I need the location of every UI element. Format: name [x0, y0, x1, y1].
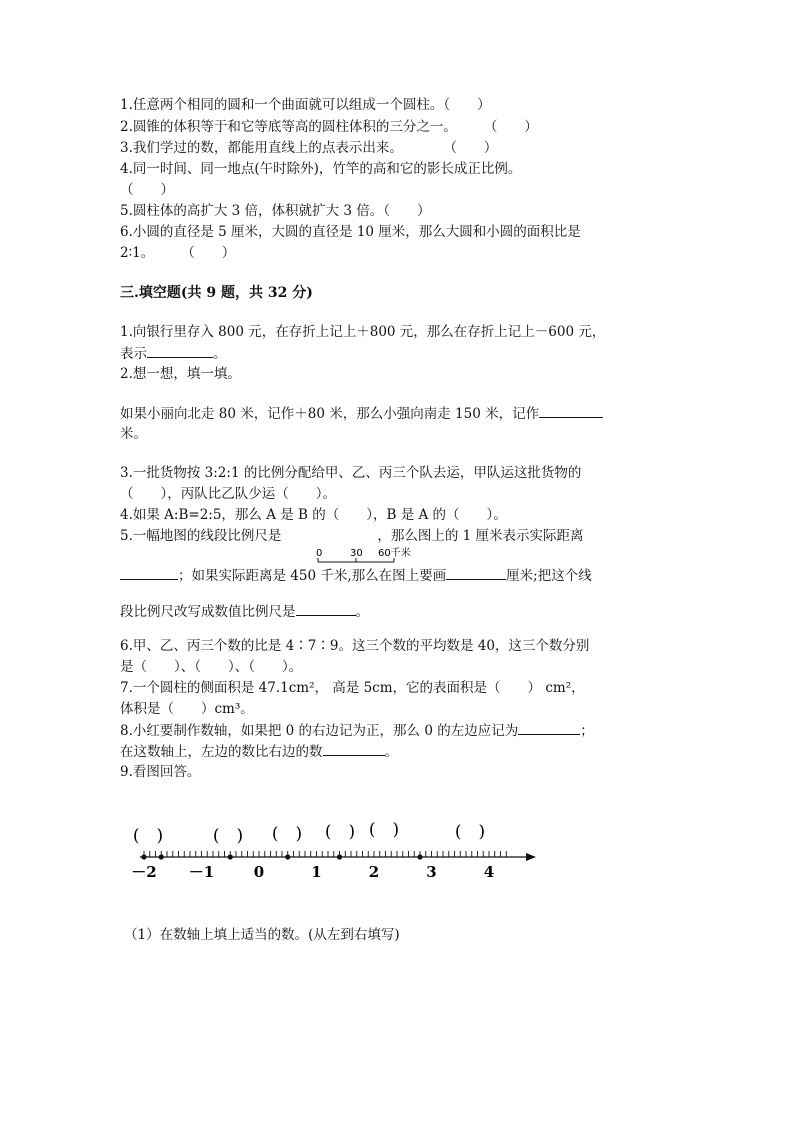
- q1-prefix: 表示: [120, 346, 147, 362]
- q8-line1-end: ；: [580, 723, 594, 739]
- q5-ratio-blank[interactable]: [296, 601, 356, 616]
- q8-line1-text: 8.小红要制作数轴，如果把 0 的右边记为正，那么 0 的左边应记为: [120, 723, 519, 739]
- q8-left-blank[interactable]: [518, 720, 580, 735]
- q2-line2: 米。: [120, 426, 147, 442]
- number-line-answer-bracket[interactable]: ( ): [212, 826, 244, 846]
- number-line-point: [228, 854, 233, 859]
- number-line-brackets: [133, 820, 485, 846]
- judge-item-6-cont: 2∶1。 （ ）: [120, 245, 236, 261]
- q5-line1-b: ，那么图上的 1 厘米表示实际距离: [377, 528, 584, 544]
- section-title: 三.填空题(共 9 题，共 32 分): [120, 285, 313, 301]
- q6-line1: 6.甲、乙、丙三个数的比是 4∶7∶9。这三个数的平均数是 40，这三个数分别: [120, 638, 590, 654]
- number-line-label: 3: [426, 863, 437, 881]
- number-line-point: [337, 854, 342, 859]
- q6-line2: 是（ ）、（ ）、（ ）。: [120, 659, 303, 675]
- q5-line1-a: 5.一幅地图的线段比例尺是: [120, 528, 282, 544]
- judge-item-5: 5.圆柱体的高扩大 3 倍，体积就扩大 3 倍。（ ）: [120, 203, 431, 219]
- q2-line1-text: 如果小丽向北走 80 米，记作＋80 米，那么小强向南走 150 米，记作: [120, 406, 540, 422]
- q2-intro: 2.想一想，填一填。: [120, 366, 241, 382]
- q9-number-line: [118, 815, 548, 885]
- q1-line1: 1.向银行里存入 800 元，在存折上记上＋800 元，那么在存折上记上－600 元，: [120, 324, 606, 340]
- judge-item-4-bracket: （ ）: [120, 182, 174, 198]
- judge-item-1: 1.任意两个相同的圆和一个曲面就可以组成一个圆柱。（ ）: [120, 97, 491, 113]
- number-line-label: －1: [188, 863, 215, 881]
- number-line-label: 1: [311, 863, 322, 881]
- number-line-label: 4: [483, 863, 495, 881]
- number-line-answer-bracket[interactable]: ( ): [271, 824, 303, 844]
- q9-intro: 9.看图回答。: [120, 764, 201, 780]
- judge-item-6: 6.小圆的直径是 5 厘米，大圆的直径是 10 厘米，那么大圆和小圆的面积比是: [120, 224, 581, 240]
- scale-label-60: 60千米: [378, 548, 411, 559]
- number-line-labels: [131, 863, 494, 881]
- q2-line1: [120, 403, 603, 424]
- number-line-ticks: [144, 851, 506, 857]
- q1-line2: [120, 343, 227, 364]
- judge-item-4: 4.同一时间、同一地点(午时除外)，竹竿的高和它的影长成正比例。: [120, 161, 522, 177]
- q5-line2-b: 厘米;把这个线: [506, 568, 592, 584]
- q7-line1: 7.一个圆柱的侧面积是 47.1cm²， 高是 5cm，它的表面积是（ ） cm²，: [120, 680, 585, 696]
- q9-sub1: （1）在数轴上填上适当的数。(从左到右填写): [124, 927, 400, 943]
- q5-line3: [120, 601, 369, 622]
- number-line-answer-bracket[interactable]: ( ): [368, 820, 400, 840]
- number-line-answer-bracket[interactable]: ( ): [324, 822, 356, 842]
- number-line-label: 2: [368, 863, 380, 881]
- q5-cm-blank[interactable]: [446, 565, 506, 580]
- number-line-answer-bracket[interactable]: ( ): [454, 822, 486, 842]
- q8-line2-text: 在这数轴上，左边的数比右边的数: [120, 744, 323, 760]
- q5-line2-a: ；如果实际距离是 450 千米,那么在图上要画: [178, 568, 447, 584]
- q4-line: 4.如果 A:B=2:5，那么 A 是 B 的（ ），B 是 A 的（ ）。: [120, 507, 507, 523]
- judge-item-2: 2.圆锥的体积等于和它等底等高的圆柱体积的三分之一。 （ ）: [120, 119, 538, 135]
- q5-line1: [120, 526, 584, 546]
- scale-label-30: 30: [350, 548, 363, 559]
- q3-line2: （ ），丙队比乙队少运（ ）。: [120, 486, 336, 502]
- number-line-label: 0: [253, 863, 265, 881]
- q3-line1: 3.一批货物按 3:2:1 的比例分配给甲、乙、丙三个队去运，甲队运这批货物的: [120, 465, 582, 481]
- q8-line1: [120, 720, 594, 741]
- number-line-point: [417, 854, 422, 859]
- q2-answer-blank[interactable]: [539, 403, 603, 418]
- q8-line2: [120, 741, 398, 762]
- q5-line3-a: 段比例尺改写成数值比例尺是: [120, 604, 296, 620]
- number-line-arrow: [526, 853, 536, 861]
- q5-line3-b: 。: [355, 604, 369, 620]
- q8-line2-end: 。: [384, 744, 398, 760]
- q1-answer-blank[interactable]: [147, 343, 213, 358]
- q1-suffix: 。: [213, 346, 227, 362]
- q5-line2: [120, 565, 592, 586]
- q7-line2: 体积是（ ）cm³。: [120, 701, 254, 717]
- number-line-answer-bracket[interactable]: ( ): [132, 826, 164, 846]
- q8-compare-blank[interactable]: [323, 741, 385, 756]
- number-line-point: [159, 854, 164, 859]
- number-line-point: [141, 854, 146, 859]
- q5-distance-blank[interactable]: [120, 565, 178, 580]
- number-line-point: [285, 854, 290, 859]
- number-line-label: －2: [131, 863, 157, 881]
- scale-label-0: 0: [316, 548, 323, 559]
- judge-item-3: 3.我们学过的数，都能用直线上的点表示出来。 （ ）: [120, 140, 498, 156]
